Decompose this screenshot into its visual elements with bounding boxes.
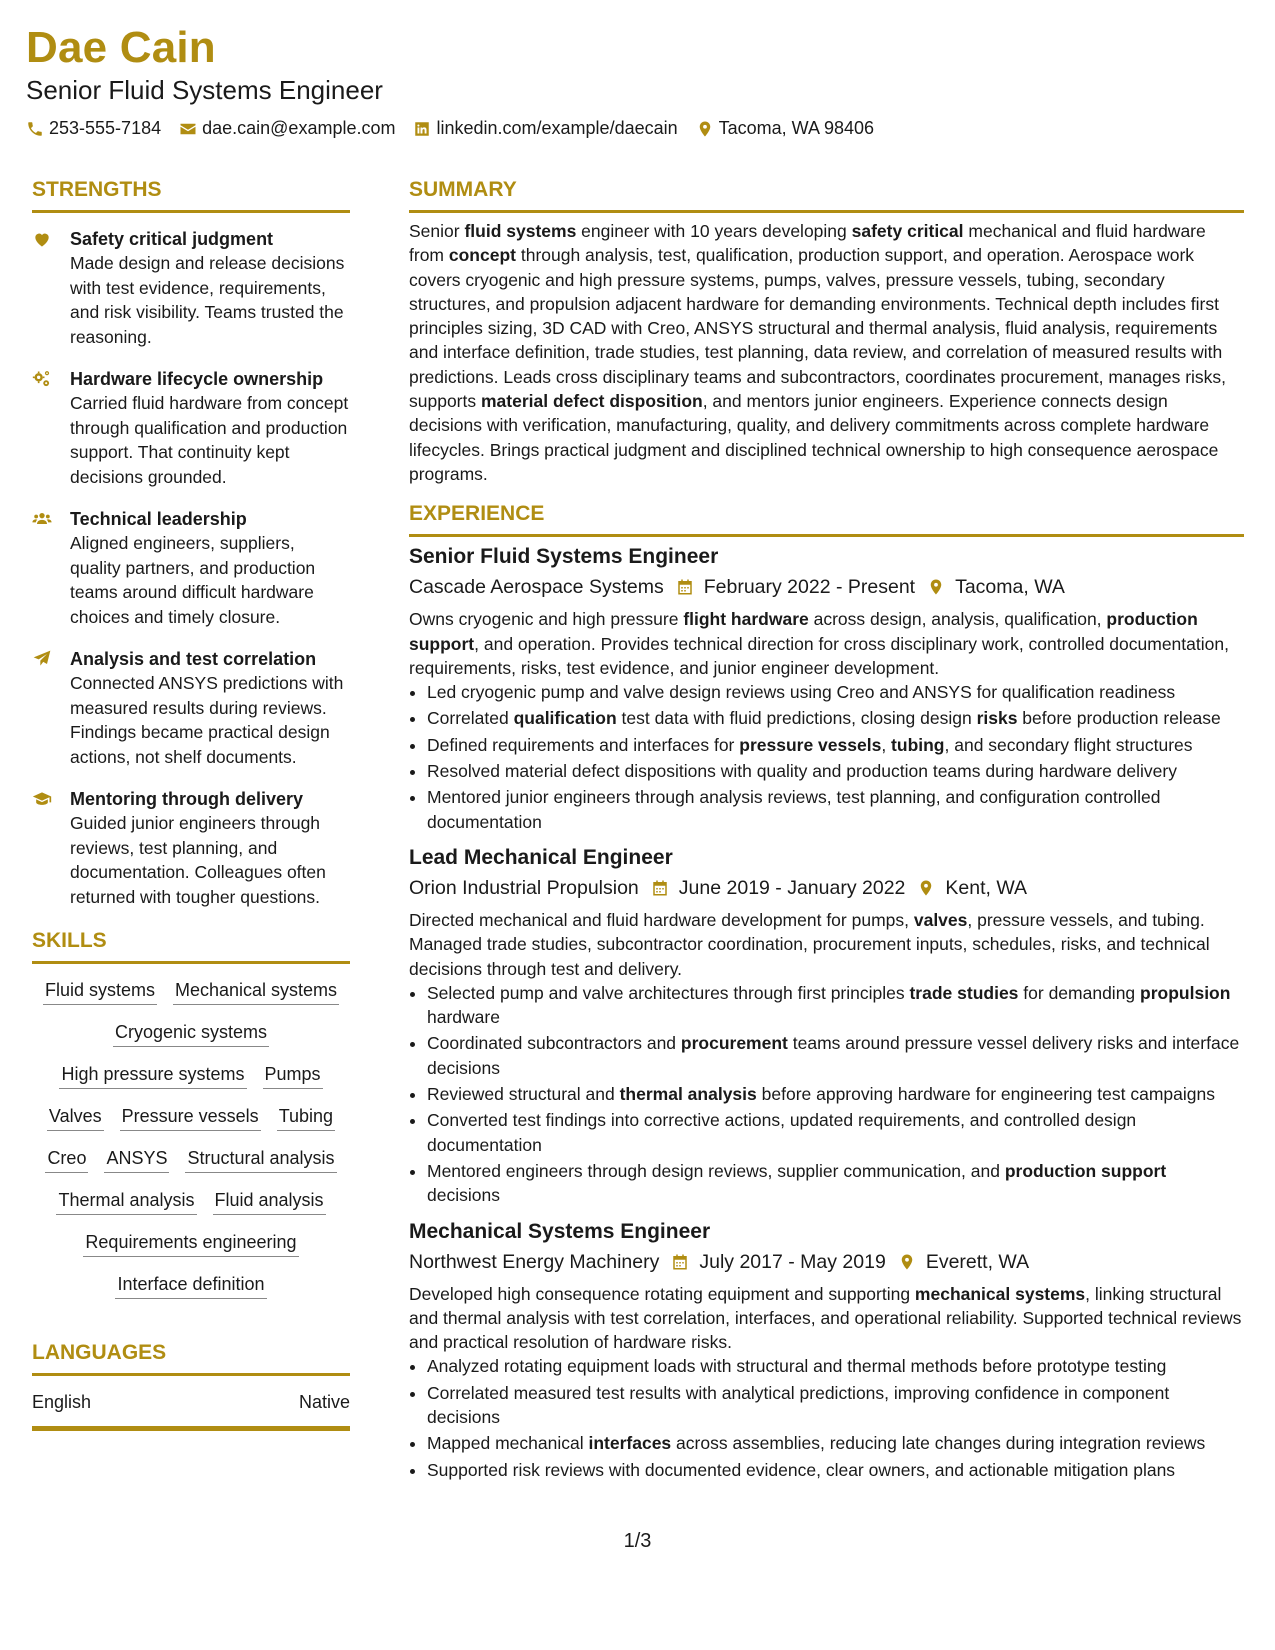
phone-icon: [26, 120, 44, 138]
emphasis-text: interfaces: [588, 1433, 672, 1454]
job-dates: July 2017 - May 2019: [699, 1250, 886, 1273]
contact-location: [696, 118, 874, 139]
skill-tag: Cryogenic systems: [113, 1020, 269, 1047]
skill-tag: ANSYS: [104, 1146, 169, 1173]
job-entry: [409, 844, 1244, 1208]
job-bullet: • Mapped mechanical interfaces across assemblies, reducing late changes during integration reviews: [427, 1431, 1244, 1455]
candidate-title: Senior Fluid Systems Engineer: [26, 75, 383, 105]
emphasis-text: concept: [448, 245, 516, 266]
strengths-heading: STRENGTHS: [32, 178, 162, 201]
job-bullet: • Mentored engineers through design reviews, supplier communication, and production support decisions: [427, 1159, 1244, 1208]
job-meta: [409, 573, 1244, 601]
job-bullet: • Converted test findings into corrective actions, updated requirements, and controlled design documentation: [427, 1108, 1244, 1157]
job-bullet: • Analyzed rotating equipment loads with structural and thermal methods before prototype testing: [427, 1354, 1244, 1378]
skill-tag: Fluid analysis: [213, 1188, 326, 1215]
emphasis-text: flight hardware: [683, 609, 809, 630]
strength-desc: Carried fluid hardware from concept through qualification and production support. That continuity kept decisions grounded.: [70, 393, 349, 487]
language-row: [32, 1390, 350, 1414]
job-company: Orion Industrial Propulsion: [409, 876, 639, 899]
skill-tag: Pumps: [263, 1062, 323, 1089]
gears-icon: [32, 369, 52, 389]
strength-desc: Connected ANSYS predictions with measured results during reviews. Findings became practical design actions, not shelf documents.: [70, 673, 344, 767]
strength-desc: Aligned engineers, suppliers, quality partners, and production teams around difficult hardware choices and timely closure.: [70, 533, 316, 627]
emphasis-text: mechanical systems: [914, 1283, 1086, 1304]
job-bullets: [409, 981, 1244, 1208]
skill-tag: Tubing: [277, 1104, 335, 1131]
job-bullet: • Supported risk reviews with documented evidence, clear owners, and actionable mitigation plans: [427, 1458, 1244, 1482]
resume-header: [26, 22, 892, 139]
emphasis-text: pressure vessels: [739, 734, 882, 755]
skill-tag: Mechanical systems: [173, 978, 339, 1005]
job-title: Mechanical Systems Engineer: [409, 1219, 711, 1243]
map-pin-icon: [696, 120, 714, 138]
envelope-icon: [179, 120, 197, 138]
contact-email[interactable]: [179, 118, 395, 139]
emphasis-text: risks: [976, 708, 1018, 729]
strength-item: [32, 367, 350, 489]
strength-item: [32, 507, 350, 629]
skill-row: [32, 1230, 350, 1257]
skill-tag: Creo: [45, 1146, 88, 1173]
skill-row: [32, 1020, 350, 1047]
experience-heading: EXPERIENCE: [409, 502, 545, 526]
calendar-icon: [651, 878, 669, 898]
contact-linkedin[interactable]: [413, 118, 677, 139]
phone-text: 253-555-7184: [49, 118, 162, 138]
job-dates: February 2022 - Present: [703, 576, 916, 599]
strength-title: Hardware lifecycle ownership: [70, 369, 324, 389]
job-meta: [409, 1248, 1244, 1276]
emphasis-text: thermal analysis: [619, 1084, 757, 1105]
paper-plane-icon: [32, 649, 52, 669]
section-divider: [409, 534, 1244, 537]
section-divider: [32, 210, 350, 213]
skill-tag: Fluid systems: [43, 978, 157, 1005]
emphasis-text: propulsion: [1140, 982, 1231, 1003]
strength-item: [32, 647, 350, 769]
job-bullet: • Correlated qualification test data with fluid predictions, closing design risks before production release: [427, 706, 1244, 730]
job-meta: [409, 874, 1244, 902]
skill-tag: Thermal analysis: [56, 1188, 196, 1215]
email-text: dae.cain@example.com: [202, 118, 396, 138]
job-description: Directed mechanical and fluid hardware development for pumps, valves, pressure vessels, and tubing. Managed trade studies, subcontractor coordination, procurement inputs, schedules, risks, and technical decisions through test and delivery.: [409, 909, 1210, 979]
strength-title: Safety critical judgment: [70, 229, 274, 249]
contact-phone[interactable]: [26, 118, 161, 139]
section-divider: [409, 210, 1244, 213]
job-bullet: • Reviewed structural and thermal analysis before approving hardware for engineering test campaigns: [427, 1082, 1244, 1106]
skill-tag: Interface definition: [115, 1272, 266, 1299]
job-description: Owns cryogenic and high pressure flight hardware across design, analysis, qualification, production support, and operation. Provides technical direction for cross disciplinary work, controlled documentation, requirements, risks, test evidence, and junior engineer development.: [409, 609, 1229, 678]
skill-row: [32, 1146, 350, 1173]
emphasis-text: trade studies: [909, 982, 1019, 1003]
job-bullet: • Correlated measured test results with analytical predictions, improving confidence in component decisions: [427, 1381, 1244, 1430]
right-column: [409, 176, 1244, 1492]
map-pin-icon: [917, 878, 935, 898]
emphasis-text: production support: [409, 609, 1198, 654]
skill-tag: Pressure vessels: [120, 1104, 261, 1131]
languages-heading: LANGUAGES: [32, 1341, 167, 1364]
emphasis-text: safety critical: [851, 221, 964, 241]
linkedin-icon: [413, 120, 431, 138]
job-bullet: • Coordinated subcontractors and procurement teams around pressure vessel delivery risks and interface decisions: [427, 1031, 1244, 1080]
summary-heading: SUMMARY: [409, 178, 517, 201]
job-location: Tacoma, WA: [955, 576, 1065, 599]
calendar-icon: [671, 1252, 689, 1272]
skill-row: [32, 1272, 350, 1299]
emphasis-text: procurement: [680, 1033, 788, 1054]
strength-item: [32, 787, 350, 909]
job-bullet: • Mentored junior engineers through analysis reviews, test planning, and configuration controlled documentation: [427, 785, 1244, 834]
job-location: Everett, WA: [925, 1250, 1030, 1273]
calendar-icon: [676, 577, 694, 597]
skill-tag: Valves: [47, 1104, 104, 1131]
skill-row: [32, 1062, 350, 1089]
strength-title: Analysis and test correlation: [70, 649, 317, 669]
emphasis-text: qualification: [513, 708, 617, 729]
skills-list: [32, 978, 350, 1299]
job-bullet: • Resolved material defect dispositions with quality and production teams during hardware delivery: [427, 759, 1244, 783]
job-description: Developed high consequence rotating equipment and supporting mechanical systems, linking structural and thermal analysis with test correlation, interfaces, and operational reliability. Supported technical reviews and practical resolution of hardware risks.: [409, 1283, 1242, 1353]
strength-title: Technical leadership: [70, 509, 247, 529]
summary-text: Senior fluid systems engineer with 10 years developing safety critical mechanical and fluid hardware from concept through analysis, test, qualification, production support, and operation. Aerospace work covers cryogenic and high pressure systems, pumps, valves, pressure vessels, tubing, secondary structures, and propulsion adjacent hardware for demanding environments. Technical depth includes first principles sizing, 3D CAD with Creo, ANSYS structural and thermal analysis, fluid analysis, requirements and interface definition, trade studies, test planning, data review, and correlation of measured results with predictions. Leads cross disciplinary teams and subcontractors, coordinates procurement, manages risks, supports material defect disposition, and mentors junior engineers. Experience connects design decisions with verification, manufacturing, quality, and delivery commitments across complete hardware lifecycles. Brings practical judgment and disciplined technical ownership to high consequence aerospace programs.: [409, 221, 1227, 484]
section-divider: [32, 961, 350, 964]
candidate-name: Dae Cain: [26, 23, 216, 72]
map-pin-icon: [927, 577, 945, 597]
users-icon: [32, 509, 52, 529]
strength-item: [32, 227, 350, 349]
job-bullets: [409, 680, 1244, 834]
language-level-bar: [32, 1426, 350, 1431]
job-bullet: • Led cryogenic pump and valve design reviews using Creo and ANSYS for qualification readiness: [427, 680, 1244, 704]
job-location: Kent, WA: [945, 876, 1028, 899]
linkedin-text: linkedin.com/example/daecain: [436, 118, 678, 138]
strength-desc: Made design and release decisions with test evidence, requirements, and risk visibility. Teams trusted the reasoning.: [70, 253, 345, 347]
job-bullets: [409, 1354, 1244, 1481]
contact-bar: [26, 118, 892, 139]
emphasis-text: fluid systems: [464, 221, 577, 241]
job-title: Lead Mechanical Engineer: [409, 845, 673, 869]
job-bullet: • Defined requirements and interfaces for pressure vessels, tubing, and secondary flight structures: [427, 733, 1244, 757]
emphasis-text: valves: [913, 909, 968, 930]
strength-desc: Guided junior engineers through reviews, test planning, and documentation. Colleagues often returned with tougher questions.: [70, 813, 326, 907]
job-entry: [409, 543, 1244, 834]
skill-row: [32, 978, 350, 1005]
job-entry: [409, 1218, 1244, 1482]
graduation-cap-icon: [32, 789, 52, 809]
section-divider: [32, 1373, 350, 1376]
emphasis-text: production support: [1004, 1160, 1167, 1181]
language-name: English: [32, 1392, 92, 1412]
job-title: Senior Fluid Systems Engineer: [409, 545, 719, 569]
map-pin-icon: [898, 1252, 916, 1272]
emphasis-text: material defect disposition: [480, 391, 703, 412]
job-bullet: • Selected pump and valve architectures through first principles trade studies for demanding propulsion hardware: [427, 981, 1244, 1030]
skills-heading: SKILLS: [32, 929, 107, 952]
skill-tag: High pressure systems: [59, 1062, 246, 1089]
skill-tag: Structural analysis: [185, 1146, 336, 1173]
emphasis-text: tubing: [891, 734, 945, 755]
job-dates: June 2019 - January 2022: [678, 876, 906, 899]
job-company: Cascade Aerospace Systems: [409, 576, 664, 599]
skill-row: [32, 1188, 350, 1215]
page-number: 1/3: [623, 1530, 652, 1552]
location-text: Tacoma, WA 98406: [718, 118, 875, 138]
heart-icon: [32, 229, 52, 249]
language-level: Native: [298, 1392, 350, 1412]
left-column: [32, 176, 350, 1431]
strength-title: Mentoring through delivery: [70, 789, 304, 809]
skill-tag: Requirements engineering: [83, 1230, 298, 1257]
skill-row: [32, 1104, 350, 1131]
job-company: Northwest Energy Machinery: [409, 1250, 660, 1273]
